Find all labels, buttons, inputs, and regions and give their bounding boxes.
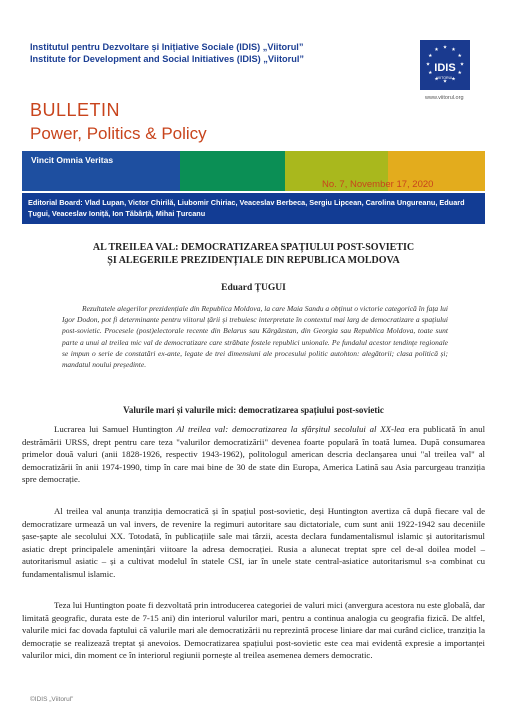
stars-ring-icon [420, 40, 470, 90]
article-title-line2: ȘI ALEGERILE PREZIDENȚIALE DIN REPUBLICA MOLDOVA [107, 255, 400, 266]
logo-text: IDIS [434, 62, 456, 74]
star-icon [458, 54, 462, 58]
book-title: Al treilea val: democratizarea la sfârșitul secolului al XX-lea [176, 424, 405, 434]
footer-copyright: ©IDIS „Viitorul” [30, 696, 74, 703]
paragraph-1 [22, 423, 485, 486]
motto: Vincit Omnia Veritas [31, 155, 114, 165]
article-author: Eduard ȚUGUI [221, 283, 286, 293]
star-icon [426, 62, 430, 66]
editorial-board: Editorial Board: Vlad Lupan, Victor Chirilă, Liubomir Chiriac, Veaceslav Berbeca, Sergiu Lipcean, Carolina Ungureanu, Eduard Țugui, Veaceslav Ioniță, Ion Tăbârță, Mihai Țurcanu [22, 193, 485, 224]
institute-name-ro: Institutul pentru Dezvoltare și Inițiative Sociale (IDIS) „Viitorul” [30, 42, 304, 52]
article-title-line1: AL TREILEA VAL: DEMOCRATIZAREA SPAȚIULUI POST-SOVIETIC [92, 242, 415, 253]
paragraph-2: Al treilea val anunța tranziția democratică și în spațiul post-sovietic, deși Huntington avertiza că după fiecare val de democratizare urmează un val invers, de revenire la regimuri autoritare sau dictatoriale, cum sunt anii 1922-1942 sau deceniile șase-șapte ale secolului XX. Totodată, în publicațiile sale mai târzii, acesta declara fundamentalismul islamic și autoritarismul asiatic drept principalele amenințări viitoare la adresa democrației. Rusia a alunecat treptat spre cel de-al doilea model – autoritarismul asiatic – și a cultivat modelul în statele CSI, iar în unele state central-asiatice autoritarismul s-a combinat cu fundamentalismul islamic. [22, 506, 485, 579]
issue-info: No. 7, November 17, 2020 [322, 179, 434, 190]
paragraph-3: Teza lui Huntington poate fi dezvoltată prin introducerea categoriei de valuri mici (anvergura acestora nu este globală, dar limitată geografic, durata este de 7-15 ani) din interiorul valurilor mari, pentru a continua analogia cu geografia fizică. De altfel, valurile mici fac dovada faptului că valurile mari ale democratizării nu reprezintă procese liniare dar mai curând ciclice, tranziția la democrație se realizează treptat și anevoios. Democratizarea spațiului post-sovietic este cea mai evidentă expresie a importanței valurilor mici, din moment ce în interiorul regiunii pornește al treilea asemenea demers democratic. [22, 600, 485, 661]
star-icon [428, 54, 432, 58]
logo-subtext: VIITORUL [436, 76, 454, 80]
star-icon [443, 45, 447, 49]
paragraph-1-end: era publicată în anul destrămării URSS, drept pentru care teza "valurilor democratizării" devenea foarte populară în toată lumea. După consumarea primelor două valuri (anii 1828-1926, respectiv 1943-1962), politologul american descria declanșarea unui "al treilea val" al democratizării în anii 1974-1990, timp în care mai bine de 30 de state din Europa, America Latină sau Asia parcurgeau tranziția spre democrație. [22, 424, 486, 485]
star-icon [435, 47, 439, 51]
star-icon [428, 71, 432, 75]
institute-name-en: Institute for Development and Social Initiatives (IDIS) „Viitorul” [30, 54, 304, 64]
color-band-green [180, 151, 285, 191]
paragraph-1-start: Lucrarea lui Samuel Huntington [54, 424, 177, 434]
star-icon [460, 62, 464, 66]
bulletin-subtitle: Power, Politics & Policy [30, 124, 207, 143]
article-abstract: Rezultatele alegerilor prezidențiale din Republica Moldova, la care Maia Sandu a obținut o victorie categorică în fața lui Igor Dodon, pot fi determinante pentru viitorul țării și trebuiesc interpretate în contextul mai larg de democratizare a spațiului post-sovietic. Procesele (post)electorale recente din Belarus sau Kârgâzstan, din Georgia sau Republica Moldova, toate sunt parte a unui al treilea mic val de democratizare care străbate fostele republici unionale. Pe fundalul acestor tendințe regionale se impun o serie de constatări ex-ante, legate de trei dimensiuni ale procesului politic autohton: alegătorii; clasa politică și; mandatul noului președinte. [62, 304, 448, 370]
logo-url: www.viitorul.org [425, 95, 464, 101]
idis-logo [420, 40, 470, 90]
star-icon [458, 71, 462, 75]
section-heading: Valurile mari și valurile mici: democratizarea spațiului post-sovietic [123, 405, 384, 415]
bulletin-title: BULLETIN [30, 100, 121, 120]
star-icon [452, 47, 456, 51]
